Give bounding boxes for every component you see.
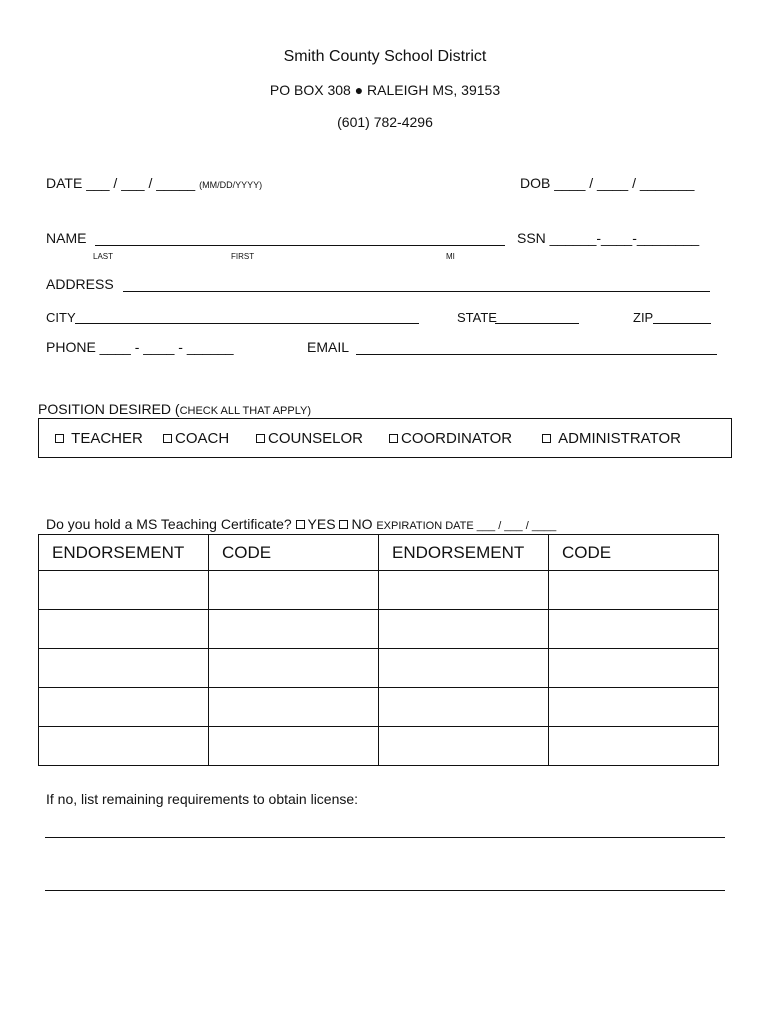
email-label: EMAIL bbox=[307, 339, 350, 355]
table-cell[interactable] bbox=[209, 688, 379, 727]
certificate-question: Do you hold a MS Teaching Certificate? bbox=[46, 516, 292, 532]
requirements-label: If no, list remaining requirements to obtain license: bbox=[46, 791, 359, 807]
table-cell[interactable] bbox=[209, 571, 379, 610]
table-cell[interactable] bbox=[39, 610, 209, 649]
city-input-line[interactable] bbox=[75, 311, 419, 324]
table-cell[interactable] bbox=[379, 649, 549, 688]
date-format-hint: (MM/DD/YYYY) bbox=[199, 180, 263, 190]
org-name: Smith County School District bbox=[283, 48, 487, 65]
table-row bbox=[39, 727, 719, 766]
checkbox-icon[interactable] bbox=[339, 520, 348, 529]
name-input-line[interactable] bbox=[95, 233, 505, 246]
email-input-line[interactable] bbox=[356, 342, 717, 355]
table-cell[interactable] bbox=[209, 727, 379, 766]
checkbox-icon[interactable] bbox=[296, 520, 305, 529]
header-code-1: CODE bbox=[209, 535, 379, 571]
certificate-question-row bbox=[46, 516, 556, 532]
requirements-line-2[interactable] bbox=[45, 890, 725, 891]
table-row bbox=[39, 610, 719, 649]
table-cell[interactable] bbox=[39, 649, 209, 688]
position-option-teacher[interactable]: TEACHER bbox=[55, 430, 143, 447]
table-cell[interactable] bbox=[549, 610, 719, 649]
table-row bbox=[39, 571, 719, 610]
table-cell[interactable] bbox=[379, 727, 549, 766]
header-code-2: CODE bbox=[549, 535, 719, 571]
position-option-coordinator[interactable]: COORDINATOR bbox=[389, 430, 512, 447]
table-cell[interactable] bbox=[39, 727, 209, 766]
state-label: STATE bbox=[457, 310, 497, 325]
position-options-box bbox=[38, 418, 732, 458]
position-title bbox=[38, 401, 311, 417]
table-cell[interactable] bbox=[39, 571, 209, 610]
table-header-row bbox=[39, 535, 719, 571]
ssn-field[interactable]: SSN ______-____-________ bbox=[517, 230, 700, 246]
name-sub-last: LAST bbox=[93, 252, 114, 261]
checkbox-icon[interactable] bbox=[55, 434, 64, 443]
name-sub-first: FIRST bbox=[231, 252, 255, 261]
table-cell[interactable] bbox=[549, 688, 719, 727]
table-row bbox=[39, 688, 719, 727]
position-option-coach[interactable]: COACH bbox=[163, 430, 229, 447]
state-input-line[interactable] bbox=[495, 311, 579, 324]
position-title-main: POSITION DESIRED ( bbox=[38, 401, 180, 417]
certificate-yes-option[interactable]: YES bbox=[296, 516, 336, 532]
table-cell[interactable] bbox=[379, 571, 549, 610]
checkbox-icon[interactable] bbox=[542, 434, 551, 443]
table-cell[interactable] bbox=[209, 610, 379, 649]
address-label: ADDRESS bbox=[46, 276, 114, 292]
endorsement-table bbox=[38, 534, 719, 766]
table-cell[interactable] bbox=[549, 571, 719, 610]
position-title-sub: CHECK ALL THAT APPLY) bbox=[179, 405, 312, 417]
checkbox-icon[interactable] bbox=[256, 434, 265, 443]
table-cell[interactable] bbox=[209, 649, 379, 688]
table-cell[interactable] bbox=[549, 727, 719, 766]
zip-input-line[interactable] bbox=[653, 311, 711, 324]
header-endorsement-2: ENDORSEMENT bbox=[379, 535, 549, 571]
table-row bbox=[39, 649, 719, 688]
name-sub-mi: MI bbox=[446, 252, 455, 261]
org-phone: (601) 782-4296 bbox=[337, 114, 433, 130]
table-cell[interactable] bbox=[379, 610, 549, 649]
checkbox-icon[interactable] bbox=[389, 434, 398, 443]
dob-field[interactable]: DOB ____ / ____ / _______ bbox=[520, 175, 695, 191]
org-address: PO BOX 308 ● RALEIGH MS, 39153 bbox=[269, 82, 501, 98]
position-option-counselor[interactable]: COUNSELOR bbox=[256, 430, 363, 447]
position-option-administrator[interactable]: ADMINISTRATOR bbox=[542, 430, 681, 447]
table-cell[interactable] bbox=[549, 649, 719, 688]
requirements-line-1[interactable] bbox=[45, 837, 725, 838]
checkbox-icon[interactable] bbox=[163, 434, 172, 443]
table-cell[interactable] bbox=[379, 688, 549, 727]
phone-field[interactable]: PHONE ____ - ____ - ______ bbox=[46, 339, 234, 355]
date-label: DATE ___ / ___ / _____ bbox=[46, 175, 196, 191]
date-field[interactable] bbox=[46, 175, 262, 191]
address-input-line[interactable] bbox=[123, 279, 710, 292]
zip-label: ZIP bbox=[633, 310, 654, 325]
city-label: CITY bbox=[46, 310, 76, 325]
name-label: NAME bbox=[46, 230, 87, 246]
certificate-expiration[interactable]: EXPIRATION DATE ___ / ___ / ____ bbox=[376, 520, 557, 532]
header-endorsement-1: ENDORSEMENT bbox=[39, 535, 209, 571]
certificate-no-option[interactable]: NO bbox=[339, 516, 372, 532]
table-cell[interactable] bbox=[39, 688, 209, 727]
